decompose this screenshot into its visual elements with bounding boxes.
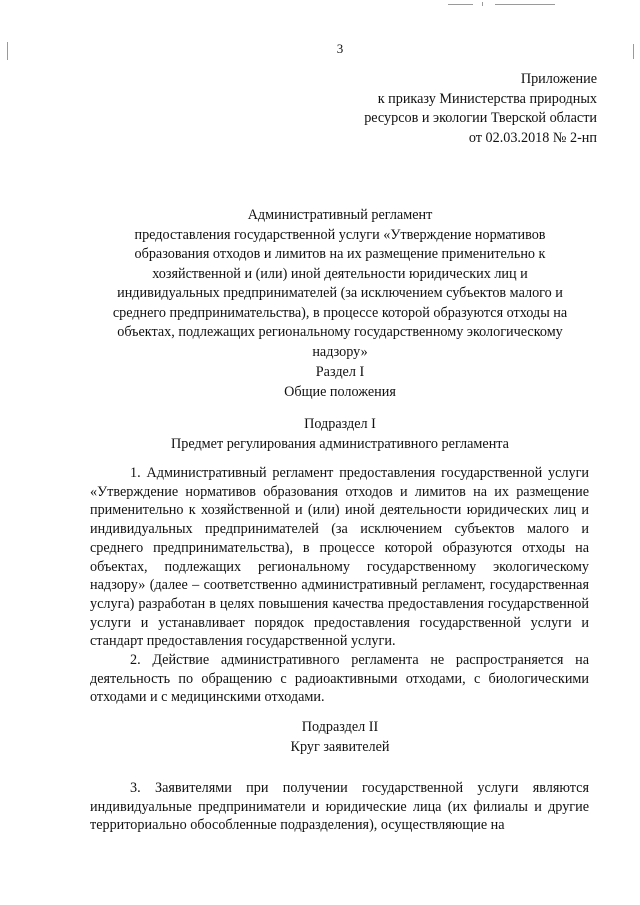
paragraph: 2. Действие административного регламента не распространяется на деятельность по обращению с радиоактивными отходами, с биологическими отходами и с медицинскими отходами. — [90, 652, 589, 706]
appendix-block — [297, 70, 597, 148]
body-text-block — [90, 464, 589, 707]
subsection-number: Подраздел I — [304, 416, 376, 432]
appendix-line: от 02.03.2018 № 2-нп — [468, 129, 597, 146]
title-line: объектах, подлежащих региональному государственному экологическому — [117, 324, 563, 340]
subsection-heading — [90, 414, 590, 454]
scan-top-mark — [482, 2, 483, 6]
appendix-line: ресурсов и экологии Тверской области — [364, 110, 597, 126]
body-text-block — [90, 779, 589, 835]
title-line: предоставления государственной услуги «Утверждение нормативов — [134, 226, 546, 243]
scan-top-mark — [495, 4, 555, 5]
title-line: образования отходов и лимитов на их размещение применительно к — [134, 246, 546, 262]
appendix-line: Приложение — [520, 71, 597, 87]
title-line: хозяйственной и (или) иной деятельности юридических лиц и — [152, 265, 528, 282]
paragraph: 3. Заявителями при получении государственной услуги являются индивидуальные предприниматели и юридические лица (их филиалы и другие территориально обособленные подразделения), осуществляющие на — [90, 780, 589, 834]
subsection-name: Предмет регулирования административного регламента — [171, 436, 509, 452]
title-line: надзору» — [312, 343, 368, 360]
section-name: Общие положения — [284, 384, 396, 400]
scan-top-mark — [448, 4, 473, 5]
document-title — [90, 206, 590, 362]
title-line: среднего предпринимательства), в процессе которой образуются отходы на — [112, 304, 568, 321]
title-line: индивидуальных предпринимателей (за исключением субъектов малого и — [117, 285, 563, 301]
subsection-name: Круг заявителей — [290, 739, 390, 755]
title-line: Административный регламент — [247, 207, 433, 223]
section-heading — [90, 362, 590, 402]
subsection-heading — [90, 717, 590, 757]
page-number: 3 — [336, 41, 344, 56]
subsection-number: Подраздел II — [301, 719, 379, 735]
paragraph: 1. Административный регламент предоставления государственной услуги «Утверждение нормативов образования отходов и лимитов на их размещение применительно к хозяйственной и (или) иной деятельности юридических лиц и индивидуальных предпринимателей (за исключением субъектов малого и среднего предпринимательства), в процессе которой образуются отходы на объектах, подлежащих региональному государственному экологическому надзору» (далее – соответственно административный регламент, государственная услуга) разработан в целях повышения качества предоставления государственной услуги и устанавливает порядок предоставления государственной услуги и стандарт предоставления государственной услуги. — [90, 465, 589, 650]
section-number: Раздел I — [315, 364, 365, 380]
appendix-line: к приказу Министерства природных — [377, 90, 597, 107]
